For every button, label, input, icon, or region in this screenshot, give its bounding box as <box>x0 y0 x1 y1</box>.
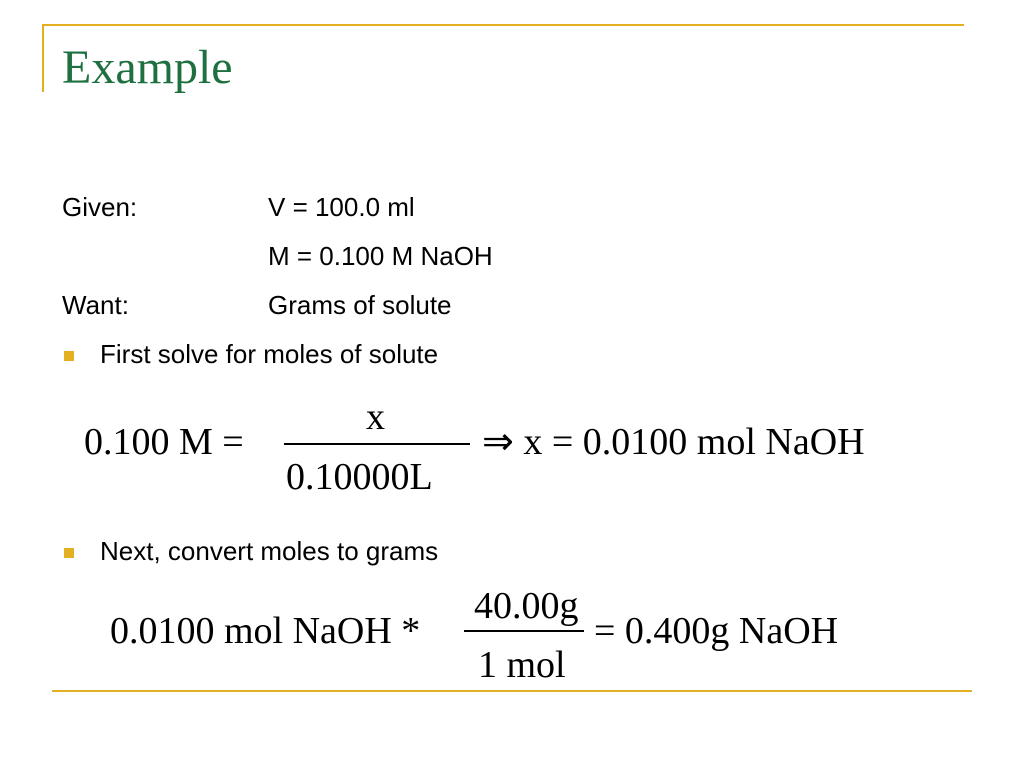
given-label: Given: <box>62 192 138 222</box>
equation-moles-numerator: x <box>366 396 385 438</box>
equation-moles-fraction-bar <box>284 443 470 445</box>
equation-grams-rhs: = 0.400g NaOH <box>594 610 839 652</box>
frame-left-rule <box>42 24 44 92</box>
slide-title: Example <box>62 41 233 94</box>
equation-grams-numerator: 40.00g <box>474 585 579 627</box>
equation-grams-fraction-bar <box>464 630 584 632</box>
frame-bottom-rule <box>52 690 972 692</box>
equation-grams-denominator: 1 mol <box>478 644 566 686</box>
frame-top-rule <box>42 24 964 26</box>
want-label: Want: <box>62 290 129 320</box>
bullet-square-icon <box>64 548 74 558</box>
bullet-square-icon <box>64 351 74 361</box>
equation-moles-lhs: 0.100 M = <box>84 421 244 463</box>
given-volume: V = 100.0 ml <box>268 192 415 222</box>
equation-moles-denominator: 0.10000L <box>286 456 433 498</box>
given-molarity: M = 0.100 M NaOH <box>268 241 493 271</box>
equation-grams-lhs: 0.0100 mol NaOH * <box>110 610 421 652</box>
bullet-first: First solve for moles of solute <box>100 339 439 369</box>
bullet-second: Next, convert moles to grams <box>100 536 439 566</box>
equation-moles-rhs: ⇒ x = 0.0100 mol NaOH <box>482 421 865 463</box>
want-value: Grams of solute <box>268 290 452 320</box>
